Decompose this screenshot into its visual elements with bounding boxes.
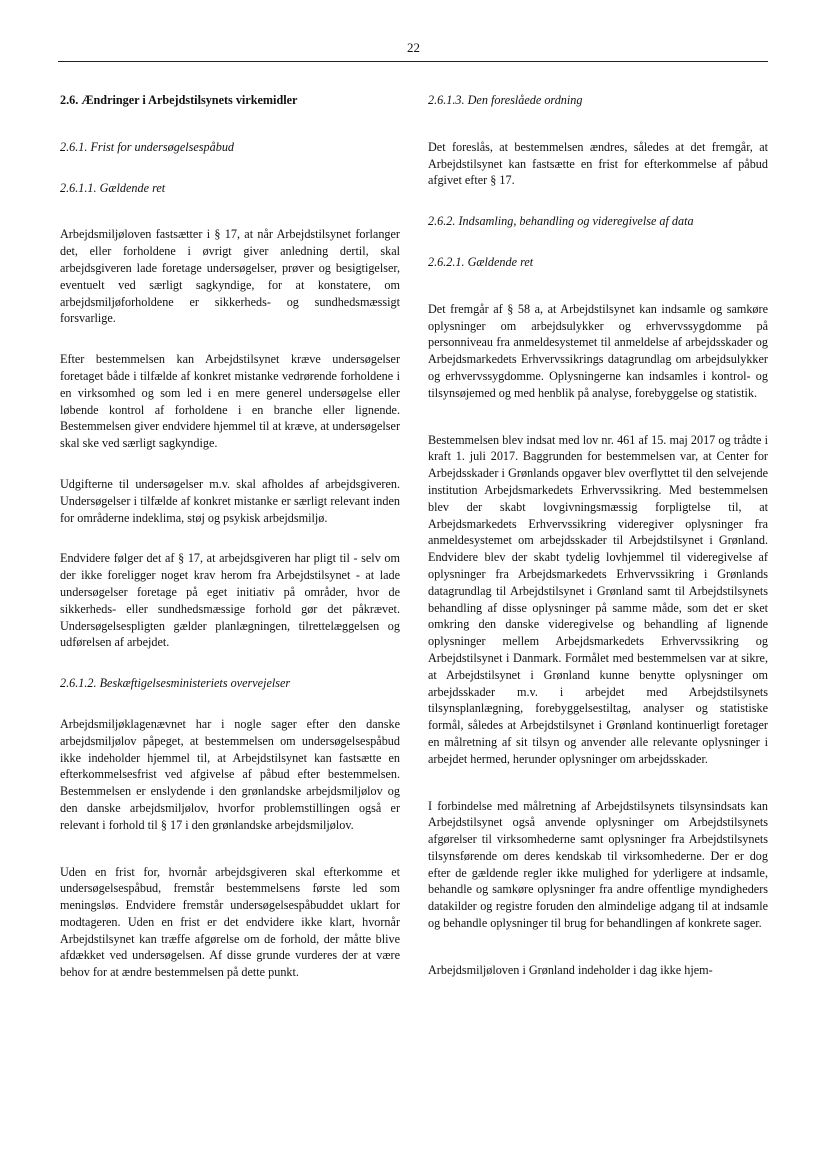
paragraph: Bestemmelsen blev indsat med lov nr. 461 af 15. maj 2017 og trådte i kraft 1. juli 2017. Baggrunden for bestemmelsen var, at Center for Arbejdsskader i Grønlands opgaver blev overflyttet til den selvejende institution Arbejdsmarkedets Erhvervssikring. Med bestemmelsen blev der skabt lovgivningsmæssig forpligtelse til, at Arbejdsmarkedets Erhvervssikring videregiver oplysninger fra anmeldesystemet om arbejdsskader til Arbejdstilsynet i Grønland. Endvidere blev der skabt tydelig lovhjemmel til videregivelse af oplysninger fra Arbejdsmarkedets Erhvervssikring i Grønlands datagrundlag til Arbejdstilsynet i Grønland samt til Arbejdstilsynets behandling af disse oplysninger på samme måde, som det er sket omkring den danske videregivelse og behandling af lignende oplysninger mellem Arbejdsmarkedets Erhvervssikring og Arbejdstilsynet i Danmark. Formålet med bestemmelsen var at sikre, at Arbejdstilsynet i Grønland kunne benytte oplysninger om arbejdsskader m.v. i arbejdet med Arbejdstilsynets tilsynsplanlægning, forebyggelsestiltag, analyser og statistiske formål, således at Arbejdstilsynet i Grønland kontinuerligt foretager en målretning af sit tilsyn og anvender alle relevante oplysninger i arbejdet hermed, herunder oplysninger om arbejdsskader. xyxy=(428,432,768,766)
subsection-heading-2-6-1-3: 2.6.1.3. Den foreslåede ordning xyxy=(428,93,583,107)
paragraph: Arbejdsmiljøloven fastsætter i § 17, at når Arbejdstilsynet forlanger det, eller forholdene i øvrigt giver anledning dertil, skal arbejdsgiveren lade foretage undersøgelser, prøver og besigtigelser, eventuelt ved særligt sagkyndige, for at konstatere, om arbejdsmiljøforholdene er sikkerheds- og sundhedsmæssigt forsvarlige. xyxy=(60,227,400,326)
paragraph: Det fremgår af § 58 a, at Arbejdstilsynet kan indsamle og samkøre oplysninger om arbejdsulykker og erhvervssygdomme på personniveau fra anmeldesystemet til anmeldelse af arbejdsskader og Arbejdsmarkedets Erhvervssikrings datagrundlag om arbejdsulykker og erhvervssygdomme. Oplysningerne kan indsamles i kontrol- og tilsynsøjemed og med henblik på analyse, forebyggelse og statistik. xyxy=(428,301,768,400)
paragraph: Det foreslås, at bestemmelsen ændres, således at det fremgår, at Arbejdstilsynet kan fastsætte en frist for efterkommelse af påbud afgivet efter § 17. xyxy=(428,139,768,188)
header-rule xyxy=(58,61,768,62)
paragraph: Endvidere følger det af § 17, at arbejdsgiveren har pligt til - selv om der ikke foreligger noget krav herom fra Arbejdstilsynet - at lade undersøgelser foretage på eget initiativ på områder, hvor de sikkerheds- eller sundhedsmæssige forhold gør det påkrævet. Undersøgelsespligten gælder planlægningen, tilrettelæggelsen og udførelsen af arbejdet. xyxy=(60,551,400,650)
section-heading-2-6: 2.6. Ændringer i Arbejdstilsynets virkemidler xyxy=(60,93,298,107)
subsection-heading-2-6-1-2: 2.6.1.2. Beskæftigelsesministeriets overvejelser xyxy=(60,676,291,691)
paragraph: Arbejdsmiljøloven i Grønland indeholder i dag ikke hjem- xyxy=(428,962,713,977)
paragraph: Efter bestemmelsen kan Arbejdstilsynet kræve undersøgelser foretaget både i tilfælde af konkret mistanke vedrørende forholdene i en virksomhed og som led i en mere generel undersøgelse eller løbende kontrol af forholdene i en branche eller lignende. Bestemmelsen giver endvidere hjemmel til at kræve, at undersøgelser skal ske ved særligt sagkyndige. xyxy=(60,352,400,451)
subsection-heading-2-6-1: 2.6.1. Frist for undersøgelsespåbud xyxy=(60,139,235,154)
left-column xyxy=(60,92,400,981)
paragraph: I forbindelse med målretning af Arbejdstilsynets tilsynsindsats kan Arbejdstilsynet også anvende oplysninger om Arbejdstilsynets afgørelser til virksomhederne samt oplysninger fra Arbejdstilsynets tilsynsførende om deres kendskab til virksomhederne. Der er dog efter de gældende regler ikke mulighed for yderligere at indsamle, behandle og samkøre oplysninger fra andre offentlige myndigheders datakilder og registre foruden den almindelige adgang til at indsamle og behandle oplysninger til brug for behandlingen af konkrete sager. xyxy=(428,798,768,931)
page-number: 22 xyxy=(407,40,420,55)
subsection-heading-2-6-1-1: 2.6.1.1. Gældende ret xyxy=(60,180,166,195)
subsection-heading-2-6-2-1: 2.6.2.1. Gældende ret xyxy=(428,254,534,269)
right-column xyxy=(428,92,768,979)
paragraph: Udgifterne til undersøgelser m.v. skal afholdes af arbejdsgiveren. Undersøgelser i tilfælde af konkret mistanke er særligt relevant inden for områderne indeklima, støj og psykisk arbejdsmiljø. xyxy=(60,476,400,525)
paragraph: Arbejdsmiljøklagenævnet har i nogle sager efter den danske arbejdsmiljølov påpeget, at bestemmelsen om undersøgelsespåbud ikke indeholder hjemmel til, at Arbejdstilsynet kan fastsætte en efterkommelsesfrist ved afgivelse af påbud efter bestemmelsen. Bestemmelsen er enslydende i den grønlandske arbejdsmiljølov og den danske arbejdsmiljølov, hvorfor problemstillingen også er relevant i forhold til § 17 i den grønlandske arbejdsmiljølov. xyxy=(60,716,400,832)
paragraph: Uden en frist for, hvornår arbejdsgiveren skal efterkomme et undersøgelsespåbud, fremstår bestemmelsens første led som meningsløs. Endvidere fremstår undersøgelsespåbuddet uklart for modtageren. Uden en frist er det endvidere ikke klart, hvornår Arbejdstilsynet kan træffe afgørelse om de forhold, der måtte blive afdækket ved undersøgelsen. Af disse grunde vurderes der at være behov for at ændre bestemmelsen på dette punkt. xyxy=(60,864,400,980)
subsection-heading-2-6-2: 2.6.2. Indsamling, behandling og videregivelse af data xyxy=(428,214,694,229)
